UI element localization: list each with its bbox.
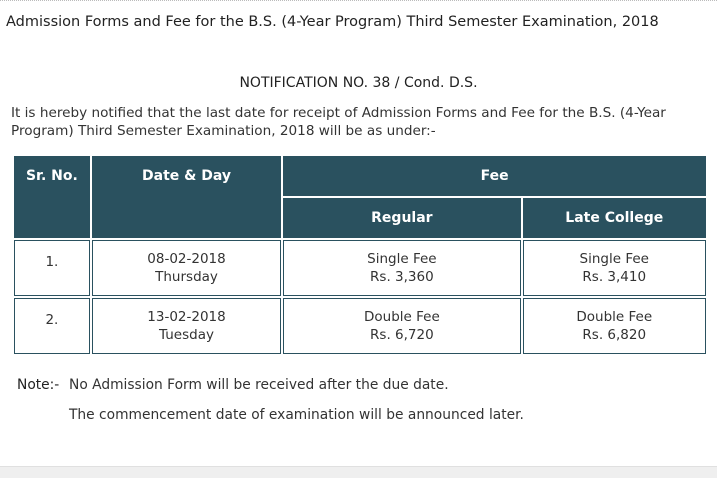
- page-title: Admission Forms and Fee for the B.S. (4-Year Program) Third Semester Examination, 2018: [6, 14, 659, 30]
- note-label: Note:-: [17, 377, 60, 393]
- cell-sr-no: 1.: [14, 240, 90, 296]
- cell-date: 13-02-2018: [147, 309, 226, 325]
- cell-regular-amount: Rs. 6,720: [370, 327, 434, 343]
- cell-date-day: [92, 298, 281, 354]
- cell-late-fee: [523, 298, 707, 354]
- cell-late-amount: Rs. 6,820: [582, 327, 647, 343]
- header-date-day-label: Date & Day: [142, 168, 231, 184]
- header-date-day: [92, 156, 281, 238]
- notification-number: NOTIFICATION NO. 38 / Cond. D.S.: [239, 75, 478, 91]
- header-sr-no: [14, 156, 90, 238]
- header-late-college: [523, 198, 707, 238]
- header-sr-no-label: Sr. No.: [25, 168, 78, 184]
- cell-late-type: Single Fee: [579, 251, 649, 267]
- cell-regular-amount: Rs. 3,360: [370, 269, 434, 285]
- cell-day: Thursday: [155, 269, 218, 285]
- table-row: [14, 298, 706, 354]
- cell-late-fee: [523, 240, 707, 296]
- cell-sr-no: 2.: [14, 298, 90, 354]
- cell-late-amount: Rs. 3,410: [582, 269, 647, 285]
- header-fee-label: Fee: [480, 168, 509, 184]
- bottom-bar: [0, 466, 717, 478]
- cell-regular-type: Single Fee: [367, 251, 437, 267]
- note-line-1: No Admission Form will be received after the due date.: [69, 377, 449, 393]
- cell-late-type: Double Fee: [576, 309, 653, 325]
- fee-schedule-table: [12, 154, 708, 356]
- top-divider: [0, 0, 717, 4]
- cell-day: Tuesday: [159, 327, 214, 343]
- note-line-2: The commencement date of examination will be announced later.: [69, 407, 524, 423]
- header-regular-label: Regular: [371, 210, 433, 226]
- intro-paragraph: It is hereby notified that the last date for receipt of Admission Forms and Fee for the B.S. (4-Year Program) Third Semester Examination, 2018 will be as under:-: [11, 105, 666, 139]
- cell-regular-fee: [283, 240, 520, 296]
- header-late-college-label: Late College: [565, 210, 664, 226]
- cell-date-day: [92, 240, 281, 296]
- cell-date: 08-02-2018: [147, 251, 226, 267]
- cell-regular-fee: [283, 298, 520, 354]
- table-row: [14, 240, 706, 296]
- cell-regular-type: Double Fee: [363, 309, 440, 325]
- header-regular: [283, 198, 520, 238]
- header-fee: [283, 156, 706, 196]
